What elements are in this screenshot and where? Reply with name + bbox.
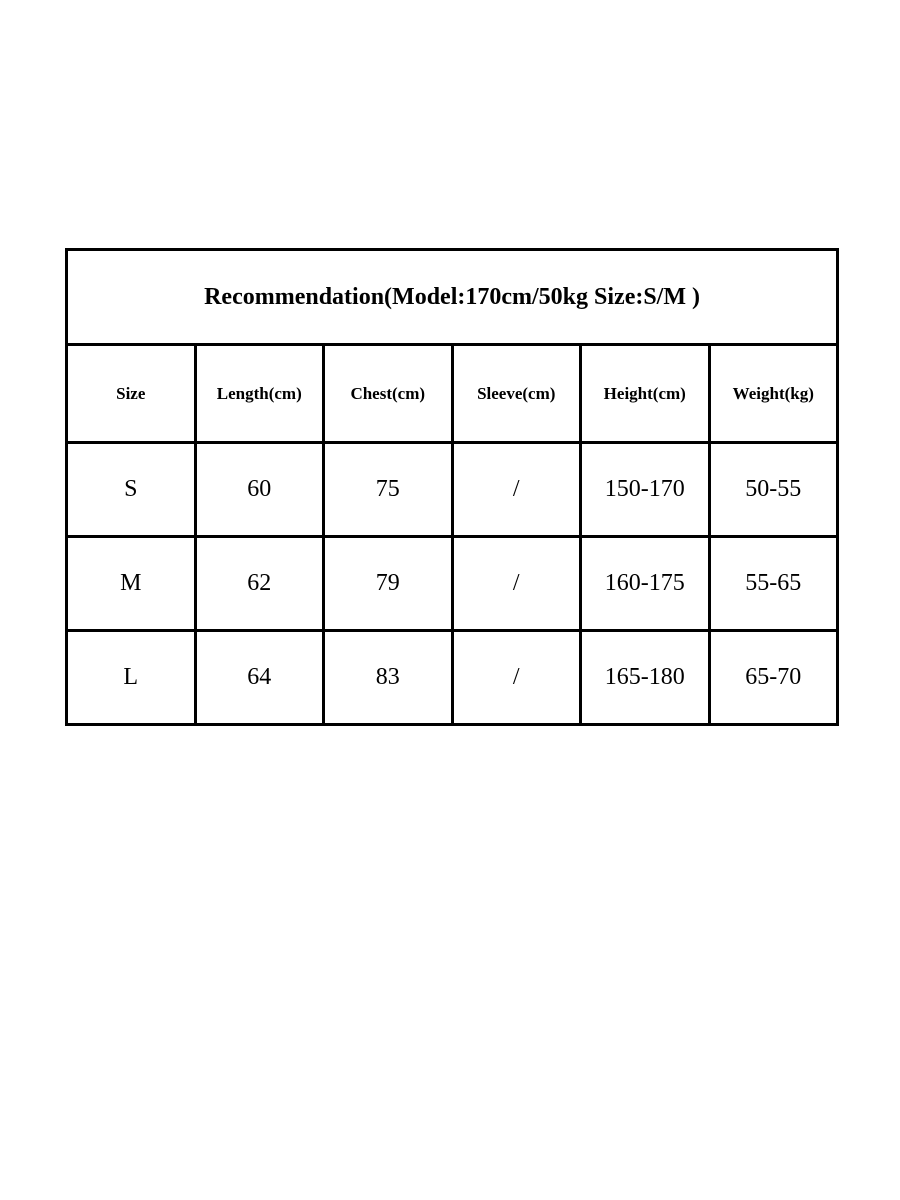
cell-length: 62 [195,537,324,631]
size-chart-table [65,248,839,726]
cell-length: 60 [195,443,324,537]
cell-height: 165-180 [581,631,710,725]
column-header-sleeve: Sleeve(cm) [452,345,581,443]
column-header-length: Length(cm) [195,345,324,443]
cell-chest: 75 [324,443,453,537]
cell-size: M [67,537,196,631]
column-header-chest: Chest(cm) [324,345,453,443]
cell-weight: 55-65 [709,537,838,631]
cell-sleeve: / [452,537,581,631]
table-row [67,631,838,725]
title-row [67,250,838,345]
cell-chest: 83 [324,631,453,725]
cell-height: 160-175 [581,537,710,631]
cell-sleeve: / [452,631,581,725]
column-header-weight: Weight(kg) [709,345,838,443]
table-row [67,537,838,631]
cell-weight: 50-55 [709,443,838,537]
table-row [67,443,838,537]
cell-size: L [67,631,196,725]
column-header-size: Size [67,345,196,443]
cell-length: 64 [195,631,324,725]
cell-height: 150-170 [581,443,710,537]
table-title: Recommendation(Model:170cm/50kg Size:S/M ) [67,250,838,345]
column-header-height: Height(cm) [581,345,710,443]
cell-weight: 65-70 [709,631,838,725]
cell-sleeve: / [452,443,581,537]
header-row [67,345,838,443]
cell-size: S [67,443,196,537]
cell-chest: 79 [324,537,453,631]
